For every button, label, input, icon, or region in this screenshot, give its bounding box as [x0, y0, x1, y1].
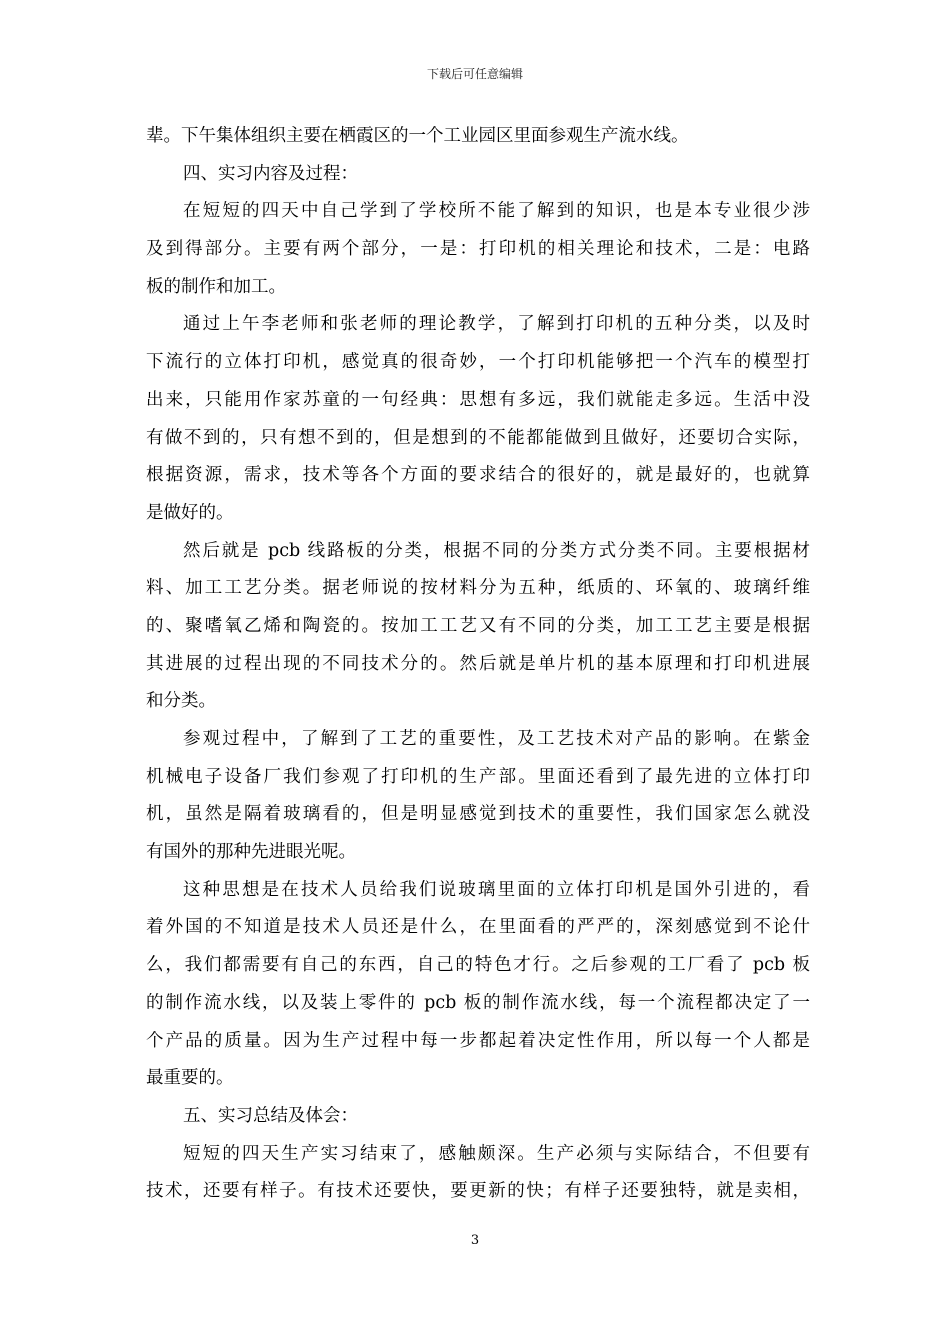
- text-line: 技术，还要有样子。有技术还要快，要更新的快；有样子还要独特，就是卖相，: [146, 1181, 810, 1202]
- text-line: 其进展的过程出现的不同技术分的。然后就是单片机的基本原理和打印机进展: [146, 653, 810, 674]
- text-line: 这种思想是在技术人员给我们说玻璃里面的立体打印机是国外引进的，看: [183, 879, 810, 900]
- text-line: 和分类。: [146, 691, 216, 712]
- text-line: 短短的四天生产实习结束了，感触颇深。生产必须与实际结合，不但要有: [183, 1143, 810, 1164]
- paragraph: [146, 721, 810, 872]
- text-line: 辈。下午集体组织主要在栖霞区的一个工业园区里面参观生产流水线。: [146, 126, 689, 146]
- text-line: 四、实习内容及过程：: [183, 163, 358, 184]
- text-line: 通过上午李老师和张老师的理论教学，了解到打印机的五种分类，以及时: [183, 314, 810, 335]
- text-line: 个产品的质量。因为生产过程中每一步都起着决定性作用，所以每一个人都是: [146, 1030, 810, 1051]
- text-line: 有国外的那种先进眼光呢。: [146, 842, 356, 863]
- text-line: 机械电子设备厂我们参观了打印机的生产部。里面还看到了最先进的立体打印: [146, 766, 810, 787]
- text-line: 机，虽然是隔着玻璃看的，但是明显感觉到技术的重要性，我们国家怎么就没: [146, 804, 810, 825]
- paragraph: [146, 118, 810, 156]
- text-line: 然后就是 pcb 线路板的分类，根据不同的分类方式分类不同。主要根据材: [183, 540, 810, 561]
- text-line: 及到得部分。主要有两个部分，一是：打印机的相关理论和技术，二是：电路: [146, 239, 810, 260]
- text-line: 的制作流水线，以及装上零件的 pcb 板的制作流水线，每一个流程都决定了一: [146, 992, 810, 1013]
- text-line: 板的制作和加工。: [146, 276, 286, 297]
- page-number: 3: [470, 1233, 480, 1248]
- text-line: 参观过程中，了解到了工艺的重要性，及工艺技术对产品的影响。在紫金: [183, 729, 810, 749]
- paragraph: [146, 872, 810, 1098]
- text-line: 是做好的。: [146, 502, 234, 523]
- text-line: 根据资源，需求，技术等各个方面的要求结合的很好的，就是最好的，也就算: [146, 465, 810, 486]
- paragraph: [146, 306, 810, 532]
- text-line: 最重要的。: [146, 1068, 234, 1089]
- text-line: 下流行的立体打印机，感觉真的很奇妙，一个打印机能够把一个汽车的模型打: [146, 352, 810, 373]
- text-line: 料、加工工艺分类。据老师说的按材料分为五种，纸质的、环氧的、玻璃纤维: [146, 578, 810, 599]
- text-line: 着外国的不知道是技术人员还是什么，在里面看的严严的，深刻感觉到不论什: [146, 917, 810, 938]
- text-line: 的、聚嗜氧乙烯和陶瓷的。按加工工艺又有不同的分类，加工工艺主要是根据: [146, 615, 810, 636]
- text-line: 有做不到的，只有想不到的，但是想到的不能都能做到且做好，还要切合实际，: [146, 427, 810, 448]
- text-line: 五、实习总结及体会：: [183, 1105, 358, 1126]
- text-line: 在短短的四天中自己学到了学校所不能了解到的知识，也是本专业很少涉: [183, 201, 810, 222]
- paragraph: [146, 1098, 810, 1136]
- paragraph: [146, 193, 810, 306]
- paragraph: [146, 533, 810, 721]
- document-body: [146, 118, 810, 1211]
- text-line: 么，我们都需要有自己的东西，自己的特色才行。之后参观的工厂看了 pcb 板: [146, 955, 810, 976]
- paragraph: [146, 156, 810, 194]
- text-line: 出来，只能用作家苏童的一句经典：思想有多远，我们就能走多远。生活中没: [146, 389, 810, 410]
- page-header: 下载后可任意编辑: [426, 67, 523, 81]
- paragraph: [146, 1136, 810, 1211]
